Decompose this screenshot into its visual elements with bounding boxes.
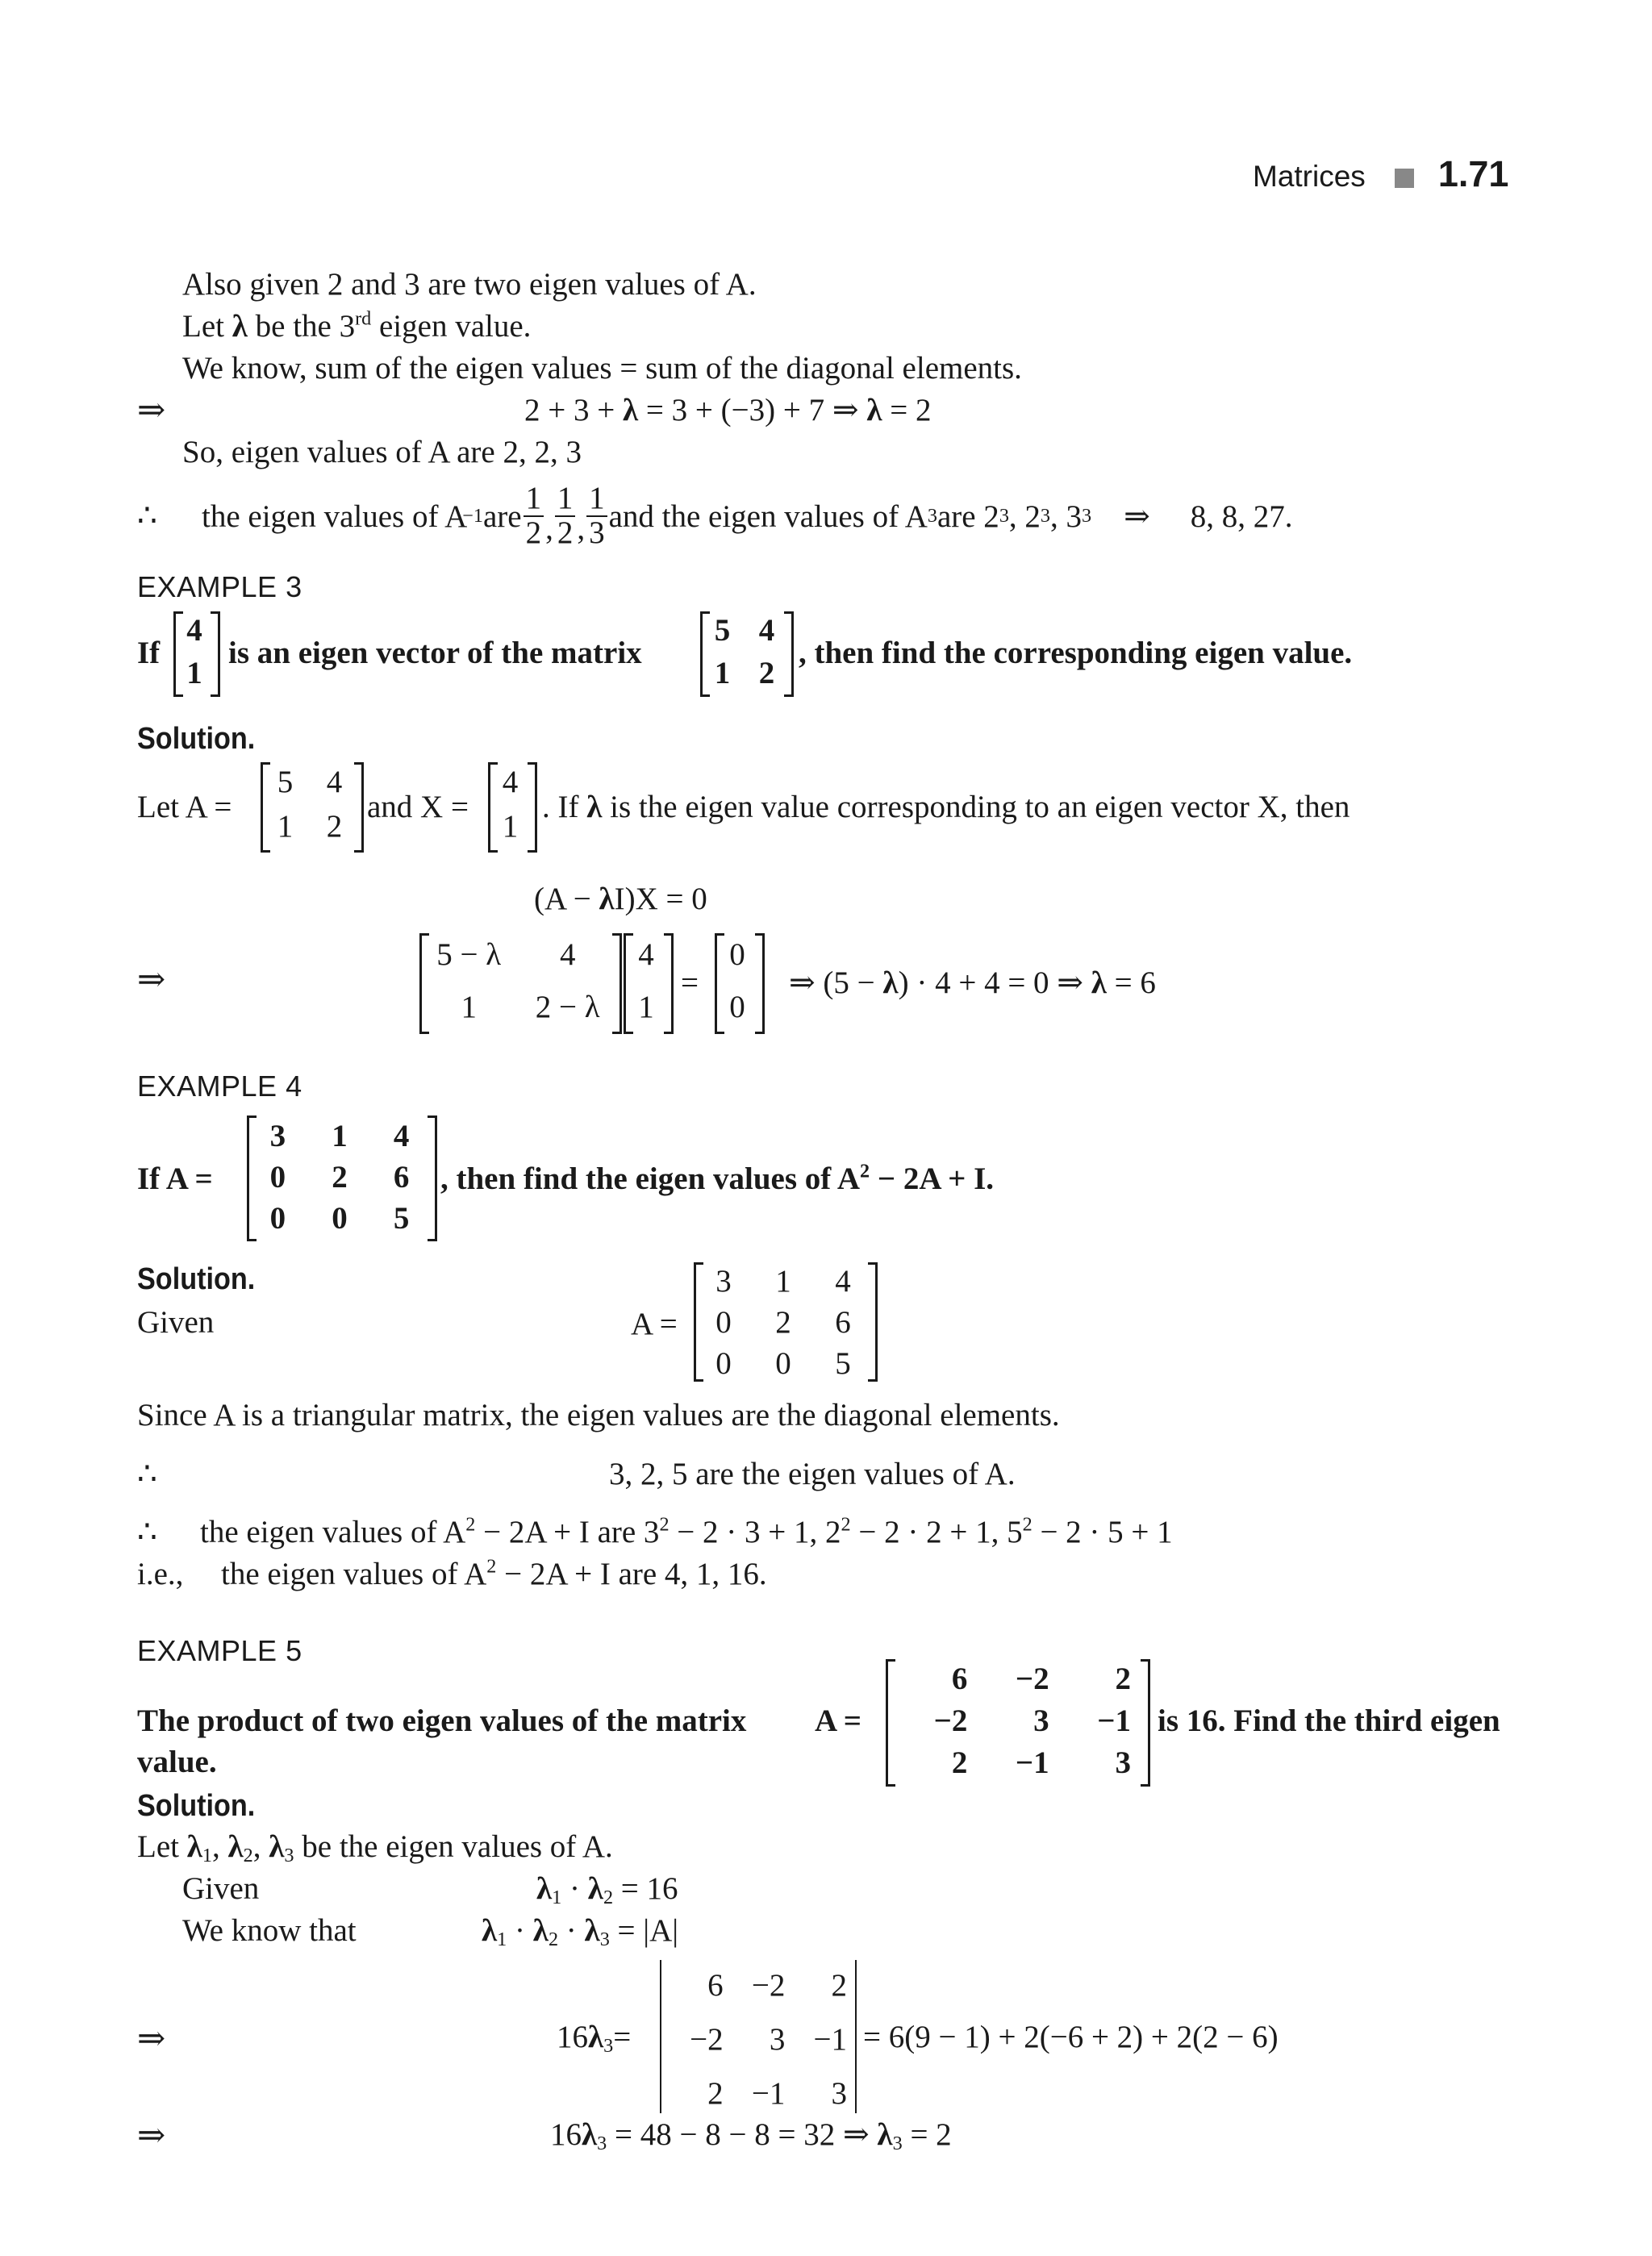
- let-text: Let A =: [137, 790, 232, 824]
- equation: $\lambda_1 \cdot \lambda_2 = 16$: [536, 1871, 678, 1909]
- implies-symbol: ⇒: [137, 392, 166, 429]
- matrix: 5 4 1 2: [714, 613, 775, 690]
- given-label: Given: [137, 1305, 215, 1340]
- a-equals: A =: [631, 1307, 678, 1341]
- chapter-title: Matrices: [1253, 160, 1366, 193]
- question-text: If A =: [137, 1161, 213, 1196]
- question-if: If: [137, 636, 161, 670]
- vector: 4 1: [502, 765, 519, 844]
- ie-label: i.e.,: [137, 1557, 184, 1591]
- line: So, eigen values of A are 2, 2, 3: [182, 435, 582, 469]
- solution-label: Solution.: [137, 1262, 256, 1296]
- equation: (A − λI)X = 0: [534, 882, 707, 916]
- implies-symbol: ⇒: [137, 2020, 166, 2058]
- line: We know, sum of the eigen values = sum of the diagonal elements.: [182, 351, 1022, 386]
- example-heading: EXAMPLE 4: [137, 1070, 302, 1103]
- page-number: 1.71: [1437, 153, 1509, 194]
- vector: 4 1: [638, 937, 654, 1024]
- line: the eigen values of A −1 are $\frac{1}{2}$ , $\frac{1}{2}$ , $\frac{1}{3}$ and the eigen values of A 3 are 2 3 , 2 3 , 3 3 ⇒ 8, 8, 27.: [202, 481, 1293, 550]
- question-text: is 16. Find the third eigen: [1158, 1703, 1500, 1738]
- line: the eigen values of $A^2 - 2A + I$ are $3^2 - 2 \cdot 3 + 1$, $2^2 - 2 \cdot 2 + 1$, $5^2 - 2 \cdot 5 + 1$: [200, 1513, 1173, 1549]
- know-label: We know that: [182, 1913, 357, 1948]
- therefore-symbol: ∴: [137, 1457, 157, 1491]
- header-square-icon: [1395, 169, 1414, 188]
- question-text: is an eigen vector of the matrix: [228, 636, 642, 670]
- question-text: value.: [137, 1745, 217, 1779]
- matrix: 5 − λ 4 1 2 − λ: [436, 937, 600, 1024]
- line: . If λ is the eigen value corresponding to an eigen vector X, then: [542, 790, 1350, 824]
- therefore-symbol: ∴: [137, 1515, 157, 1549]
- question-text: , then find the eigen values of $A^2 - 2A + I$.: [440, 1160, 995, 1196]
- example-heading: EXAMPLE 3: [137, 570, 302, 603]
- matrix: 3 1 4 0 2 6 0 0 5: [269, 1119, 410, 1236]
- equals: =: [681, 965, 699, 1000]
- line: 3, 2, 5 are the eigen values of A.: [609, 1457, 1016, 1491]
- example-heading: EXAMPLE 5: [137, 1634, 302, 1667]
- det-rhs: = 6(9 − 1) + 2(−6 + 2) + 2(2 − 6): [863, 2020, 1279, 2054]
- given-label: Given: [182, 1871, 260, 1906]
- equation: 2 + 3 + λ = 3 + (−3) + 7 ⇒ λ = 2: [524, 393, 932, 427]
- a-equals: A =: [815, 1703, 861, 1738]
- matrix: 6 −2 2 −2 3 −1 2 −1 3: [933, 1662, 1131, 1780]
- running-header: [1253, 153, 1508, 195]
- line: Let λ be the 3rd eigen value.: [182, 307, 532, 344]
- implies-symbol: ⇒: [137, 961, 166, 999]
- solution-label: Solution.: [137, 722, 256, 756]
- det-lhs: $16\lambda_3=$: [557, 2020, 632, 2058]
- and-x: and X =: [367, 790, 469, 824]
- line: Let $\lambda_1$, $\lambda_2$, $\lambda_3$ be the eigen values of A.: [137, 1829, 613, 1867]
- line: Since A is a triangular matrix, the eigen values are the diagonal elements.: [137, 1398, 1060, 1432]
- matrix: 5 4 1 2: [277, 765, 343, 844]
- solution-label: Solution.: [137, 1789, 256, 1823]
- equation: $\lambda_1 \cdot \lambda_2 \cdot \lambda_3 = |A|$: [482, 1913, 679, 1951]
- final-result: $16\lambda_3 = 48 - 8 - 8 = 32$ ⇒ $\lambda_3 = 2$: [550, 2117, 952, 2155]
- matrix: 3 1 4 0 2 6 0 0 5: [715, 1264, 851, 1381]
- vector: 4 1: [186, 613, 202, 690]
- determinant: 6 −2 2 −2 3 −1 2 −1 3: [690, 1968, 847, 2111]
- question-text: The product of two eigen values of the matrix: [137, 1703, 747, 1738]
- therefore-symbol: ∴: [137, 498, 157, 533]
- line: Also given 2 and 3 are two eigen values of A.: [182, 267, 757, 302]
- line: the eigen values of $A^2 - 2A + I$ are 4, 1, 16.: [221, 1555, 767, 1591]
- result: ⇒ (5 − λ) · 4 + 4 = 0 ⇒ λ = 6: [789, 965, 1156, 1000]
- implies-symbol: ⇒: [137, 2117, 166, 2154]
- vector: 0 0: [729, 937, 745, 1024]
- question-text: , then find the corresponding eigen value.: [799, 636, 1353, 670]
